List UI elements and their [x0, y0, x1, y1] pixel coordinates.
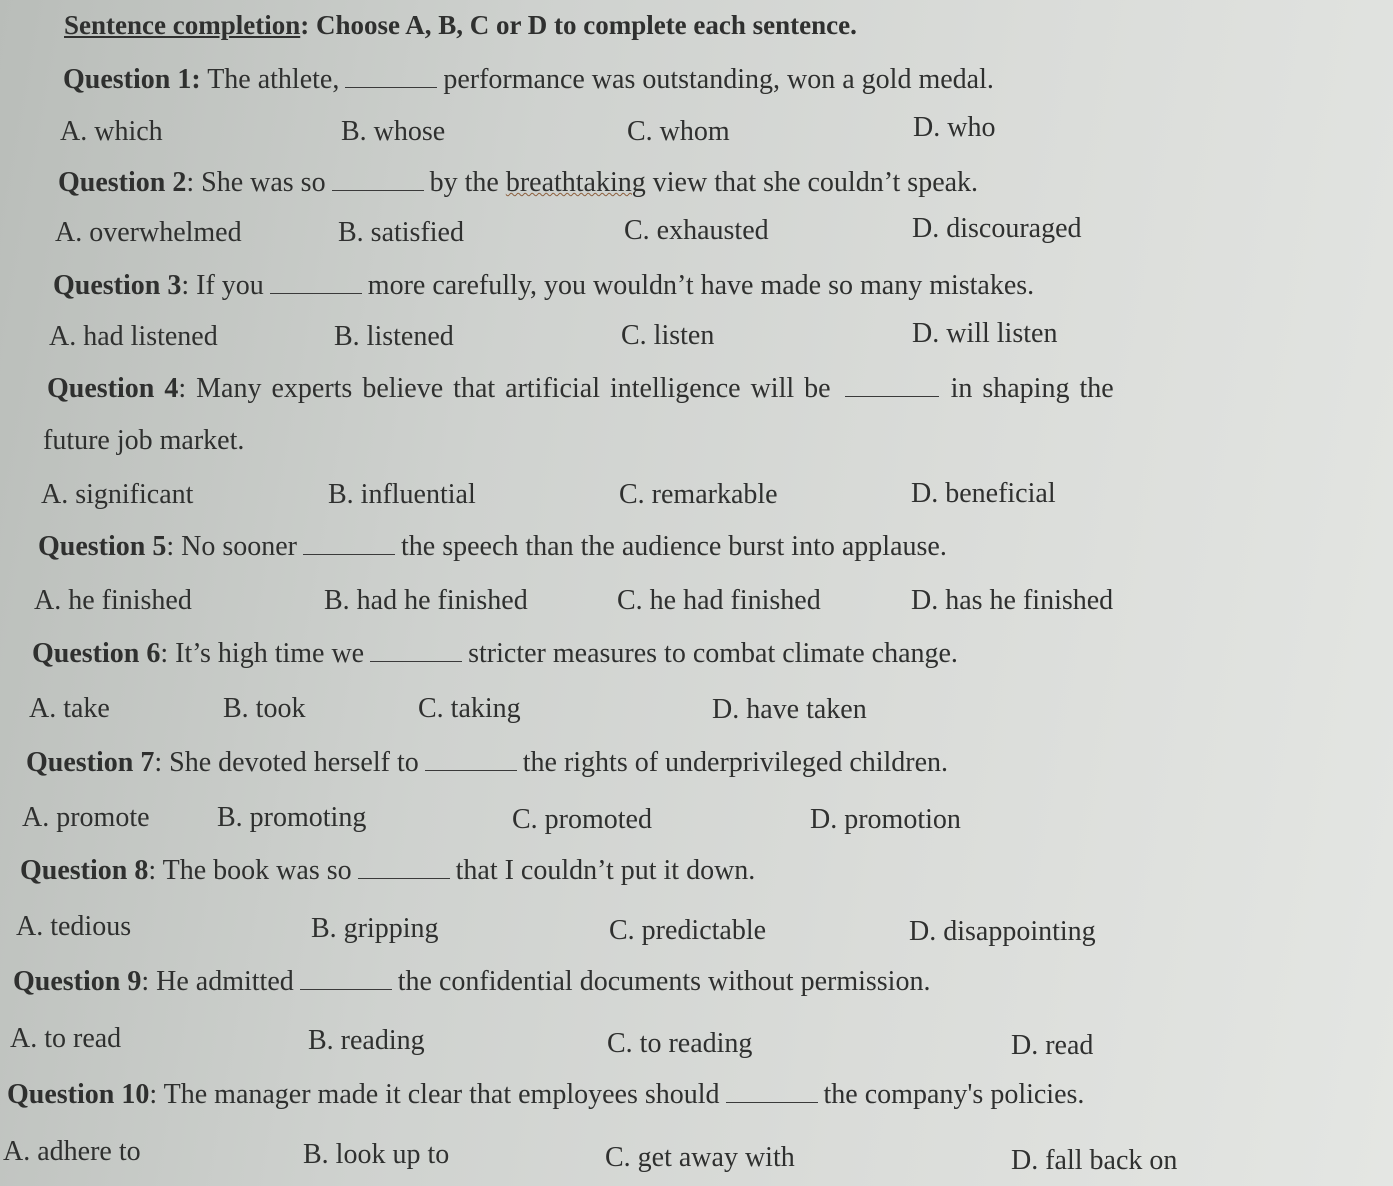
question-text-after: more carefully, you wouldn’t have made so many mistakes.: [367, 270, 1035, 301]
option-c: C. remarkable: [619, 479, 778, 510]
question-label: Question 6: [32, 638, 161, 669]
question-text-before: : It’s high time we: [160, 638, 365, 669]
question-4-continuation: future job market.: [43, 425, 245, 456]
flagged-word: breathtaking: [505, 167, 646, 198]
option-c: C. get away with: [605, 1142, 795, 1173]
question-label: Question 10: [7, 1079, 150, 1110]
question-6: [32, 636, 958, 672]
question-label: Question 9: [13, 966, 142, 997]
option-a: A. to read: [10, 1023, 122, 1054]
option-b: B. took: [223, 693, 306, 724]
answer-blank: [332, 168, 424, 191]
section-title: Sentence completion: [64, 10, 301, 40]
option-c: C. to reading: [607, 1028, 753, 1059]
option-a: A. tedious: [16, 911, 132, 942]
option-b: B. influential: [328, 479, 476, 510]
option-d: D. discouraged: [912, 213, 1082, 244]
question-text-after: stricter measures to combat climate change.: [468, 638, 958, 669]
question-label: Question 5: [38, 531, 167, 562]
answer-blank: [358, 856, 450, 879]
option-b: B. gripping: [311, 913, 439, 944]
question-label: Question 3: [53, 270, 182, 301]
option-d: D. promotion: [810, 804, 961, 835]
question-2: [58, 165, 978, 201]
question-label: Question 4: [47, 373, 179, 404]
answer-blank: [425, 748, 517, 771]
question-5: [38, 529, 947, 565]
question-label: Question 2: [58, 167, 187, 198]
question-text-after: the confidential documents without permission.: [397, 966, 931, 997]
option-b: B. satisfied: [338, 217, 464, 248]
option-c: C. predictable: [609, 915, 767, 946]
question-1: [63, 62, 994, 98]
question-label: Question 1:: [63, 64, 201, 95]
option-a: A. take: [29, 693, 110, 724]
answer-blank: [345, 65, 437, 88]
option-a: A. significant: [41, 479, 194, 510]
question-label: Question 7: [26, 747, 155, 778]
option-c: C. exhausted: [624, 215, 769, 246]
option-d: D. who: [913, 112, 996, 143]
option-c: C. listen: [621, 320, 715, 351]
option-a: A. adhere to: [3, 1136, 141, 1167]
option-d: D. has he finished: [911, 585, 1114, 616]
question-text-after: performance was outstanding, won a gold medal.: [443, 64, 994, 95]
question-text-before: : The book was so: [148, 855, 352, 886]
option-a: A. he finished: [34, 585, 192, 616]
section-instruction: : Choose A, B, C or D to complete each sentence.: [300, 10, 857, 40]
answer-blank: [300, 967, 392, 990]
question-text-before: : The manager made it clear that employees should: [149, 1079, 720, 1110]
question-text-after: in shaping the: [950, 373, 1114, 404]
option-d: D. fall back on: [1011, 1145, 1178, 1176]
option-a: A. had listened: [49, 321, 218, 352]
question-text-before: : If you: [181, 270, 264, 301]
question-text-after: the company's policies.: [823, 1079, 1085, 1110]
option-b: B. whose: [341, 116, 446, 147]
question-text-after: the speech than the audience burst into applause.: [401, 531, 947, 562]
question-text-before: : He admitted: [141, 966, 294, 997]
question-text-before: : She was so: [186, 167, 326, 198]
question-text-before: : No sooner: [166, 531, 298, 562]
question-text-before: : Many experts believe that artificial intelligence will be: [178, 373, 831, 404]
section-header: [64, 10, 857, 41]
option-a: A. overwhelmed: [55, 217, 242, 248]
option-d: D. will listen: [912, 318, 1058, 349]
option-b: B. reading: [308, 1025, 425, 1056]
question-4: [47, 371, 1114, 407]
question-text-after: by the: [429, 167, 506, 198]
question-text-after-end: view that she couldn’t speak.: [645, 167, 979, 198]
option-a: A. which: [60, 116, 163, 147]
option-b: B. listened: [334, 321, 454, 352]
answer-blank: [845, 374, 939, 397]
option-b: B. had he finished: [324, 585, 528, 616]
option-b: B. look up to: [303, 1139, 450, 1170]
option-d: D. have taken: [712, 694, 867, 725]
option-c: C. he had finished: [617, 585, 821, 616]
option-d: D. beneficial: [911, 478, 1056, 509]
option-c: C. whom: [627, 116, 730, 147]
question-3: [53, 268, 1034, 304]
answer-blank: [270, 271, 362, 294]
question-7: [26, 745, 948, 781]
question-text-after: that I couldn’t put it down.: [455, 855, 756, 886]
answer-blank: [370, 639, 462, 662]
option-a: A. promote: [22, 802, 150, 833]
question-9: [13, 964, 930, 1000]
question-label: Question 8: [20, 855, 149, 886]
option-d: D. read: [1011, 1030, 1094, 1061]
question-10: [7, 1077, 1084, 1113]
question-text-before: : She devoted herself to: [154, 747, 419, 778]
answer-blank: [726, 1080, 818, 1103]
question-text-before: The athlete,: [207, 64, 340, 95]
question-text-after: the rights of underprivileged children.: [522, 747, 949, 778]
option-b: B. promoting: [217, 802, 367, 833]
question-8: [20, 853, 755, 889]
answer-blank: [303, 532, 395, 555]
option-c: C. promoted: [512, 804, 652, 835]
option-c: C. taking: [418, 693, 521, 724]
option-d: D. disappointing: [909, 916, 1096, 947]
